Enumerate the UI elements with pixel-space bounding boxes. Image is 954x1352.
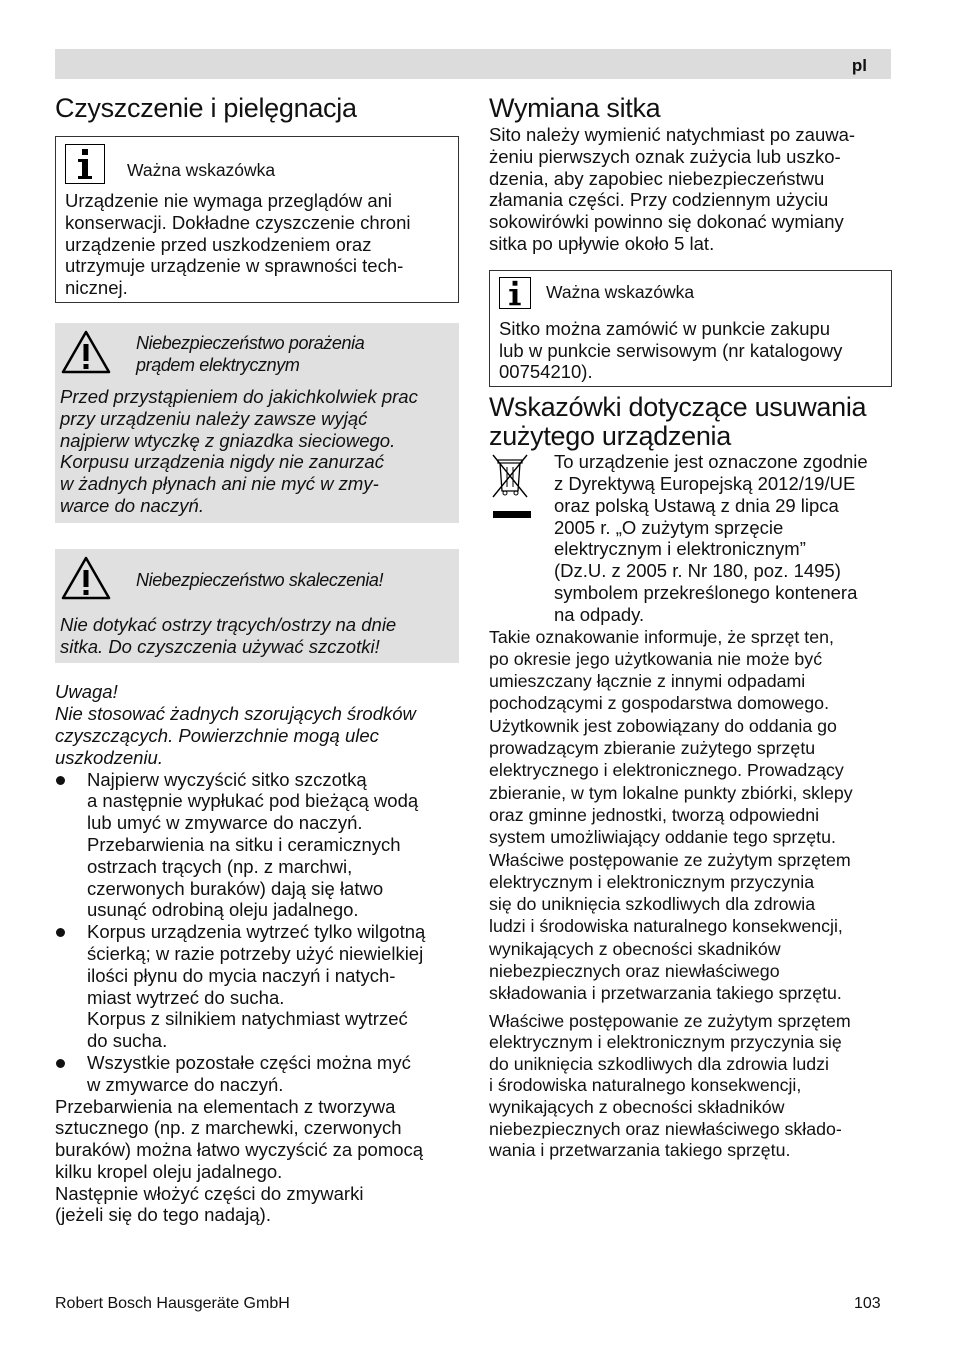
- paragraph-line: wania i przetwarzania takiego sprzętu.: [489, 1140, 791, 1161]
- paragraph-line: wynikających z obecności skadników: [489, 938, 781, 959]
- warning-text-line: warce do naczyń.: [60, 494, 204, 516]
- paragraph-line: sokowirówki powinno się dokonać wymiany: [489, 211, 844, 233]
- info-note: [55, 136, 459, 303]
- paragraph-line: sitka po upływie około 5 lat.: [489, 232, 715, 254]
- paragraph-line: do uniknięcia szkodliwych dla zdrowia ludzi: [489, 1053, 829, 1074]
- section-title-disposal: zużytego urządzenia: [489, 421, 731, 452]
- warning-triangle-icon: [60, 329, 112, 380]
- list-item-line: miast wytrzeć do sucha.: [87, 986, 285, 1008]
- note-text-line: 00754210).: [499, 361, 593, 383]
- note-text-line: konserwacji. Dokładne czyszczenie chroni: [65, 211, 411, 233]
- paragraph-line: (Dz.U. z 2005 r. Nr 180, poz. 1495): [554, 560, 841, 582]
- section-title-cleaning: Czyszczenie i pielęgnacja: [55, 93, 357, 123]
- paragraph-line: 2005 r. „O zużytym sprzęcie: [554, 516, 784, 538]
- footer-company: Robert Bosch Hausgeräte GmbH: [55, 1295, 290, 1312]
- paragraph-line: składowania i przetwarzania takiego sprzętu.: [489, 983, 842, 1004]
- warning-title: Niebezpieczeństwo porażenia: [136, 333, 365, 354]
- cleaning-steps-list: [55, 769, 459, 1096]
- paragraph-line: umieszczany łącznie z innymi odpadami: [489, 671, 806, 692]
- list-item-line: do sucha.: [87, 1030, 168, 1052]
- strainer-paragraph: [489, 124, 893, 255]
- list-item-line: lub umyć w zmywarce do naczyń.: [87, 812, 363, 834]
- list-item-line: Korpus z silnikiem natychmiast wytrzeć: [87, 1008, 408, 1030]
- paragraph-line: na odpady.: [554, 603, 645, 625]
- disposal-paragraph: [489, 626, 893, 1005]
- paragraph-line: po okresie jego użytkowania nie może być: [489, 648, 823, 669]
- paragraph-line: buraków) można łatwo wyczyścić za pomocą: [55, 1139, 424, 1161]
- disposal-paragraph-2: [489, 1011, 893, 1162]
- paragraph-line: ludzi i środowiska naturalnego konsekwencji,: [489, 916, 843, 937]
- list-item-line: Najpierw wyczyścić sitko szczotką: [87, 768, 367, 790]
- warning-text-line: w żadnych płynach ani nie myć w zmy-: [60, 473, 379, 495]
- warning-electric-shock: [55, 323, 459, 523]
- warning-text-line: Przed przystąpieniem do jakichkolwiek prac: [60, 385, 418, 407]
- list-item-line: czerwonych buraków) dają się łatwo: [87, 877, 384, 899]
- paragraph-line: Takie oznakowanie informuje, że sprzęt ten,: [489, 626, 834, 647]
- warning-cut: [55, 549, 459, 664]
- warning-text-line: przy urządzeniu należy zawsze wyjąć: [60, 407, 368, 429]
- warning-title: prądem elektrycznym: [136, 355, 300, 376]
- bullet-dot-icon: [56, 776, 65, 785]
- list-item-line: Przebarwienia na sitku i ceramicznych: [87, 833, 401, 855]
- language-code: pl: [851, 56, 867, 75]
- note-title: Ważna wskazówka: [127, 159, 276, 180]
- paragraph-line: niebezpiecznych oraz niewłaściwego składo-: [489, 1118, 842, 1139]
- paragraph-line: z Dyrektywą Europejską 2012/19/UE: [554, 472, 856, 494]
- paragraph-line: wynikających z obecności składników: [489, 1096, 785, 1117]
- info-note: [489, 270, 892, 387]
- paragraph-line: prowadzącym zbieranie zużytego sprzętu: [489, 738, 816, 759]
- list-item: [55, 921, 459, 1052]
- warning-text-line: Nie dotykać ostrzy trących/ostrzy na dnie: [60, 613, 397, 635]
- paragraph-line: zbieranie, w tym lokalne punkty zbiórki, sklepy: [489, 782, 853, 803]
- note-text-line: Urządzenie nie wymaga przeglądów ani: [65, 190, 393, 211]
- paragraph-line: elektrycznego i elektronicznego. Prowadzący: [489, 760, 844, 781]
- paragraph-line: Przebarwienia na elementach z tworzywa: [55, 1095, 396, 1117]
- list-item: [55, 769, 459, 922]
- bullet-dot-icon: [56, 928, 65, 937]
- paragraph-line: niebezpiecznych oraz niewłaściwego: [489, 961, 780, 981]
- caution-label: Uwaga!: [55, 681, 118, 703]
- note-text-line: urządzenie przed uszkodzeniem oraz: [65, 233, 372, 255]
- paragraph-line: elektrycznym i elektronicznym”: [554, 538, 806, 560]
- paragraph-line: Właściwe postępowanie ze zużytym sprzętem: [489, 849, 851, 870]
- paragraph-line: oraz polską Ustawą z dnia 29 lipca: [554, 494, 839, 516]
- note-text-line: Sitko można zamówić w punkcie zakupu: [499, 317, 831, 339]
- paragraph-line: oraz gminne jednostki, tworzą odpowiedni: [489, 804, 820, 825]
- caution-text-line: czyszczących. Powierzchnie mogą ulec: [55, 724, 379, 746]
- caution-text-line: Nie stosować żadnych szorujących środków: [55, 703, 416, 725]
- paragraph-line: Następnie włożyć części do zmywarki: [55, 1182, 364, 1204]
- warning-text-line: sitka. Do czyszczenia używać szczotki!: [60, 635, 380, 657]
- list-item-line: a następnie wypłukać pod bieżącą wodą: [87, 790, 419, 812]
- info-icon: [499, 277, 531, 309]
- paragraph-line: elektrycznym i elektronicznym przyczynia: [489, 871, 815, 892]
- paragraph-line: i środowiska naturalnego konsekwencji,: [489, 1075, 802, 1096]
- paragraph-line: elektrycznym i elektronicznym przyczynia się: [489, 1032, 842, 1053]
- paragraph-line: żeniu pierwszych oznak zużycia lub uszko-: [489, 145, 841, 167]
- paragraph-line: się do uniknięcia szkodliwych dla zdrowia: [489, 894, 816, 915]
- paragraph-line: symbolem przekreślonego kontenera: [554, 581, 858, 603]
- list-item-line: ścierką; w razie potrzeby użyć niewielkiej: [87, 942, 424, 964]
- header-bar: [55, 49, 891, 79]
- paragraph-line: sztucznego (np. z marchewki, czerwonych: [55, 1117, 402, 1139]
- closing-paragraph: [55, 1096, 459, 1227]
- warning-text-line: najpierw wtyczkę z gniazdka sieciowego.: [60, 429, 396, 451]
- list-item-line: Wszystkie pozostałe części można myć: [87, 1051, 411, 1073]
- warning-triangle-icon: [60, 555, 112, 606]
- weee-text: [554, 451, 868, 625]
- paragraph-line: Właściwe postępowanie ze zużytym sprzętem: [489, 1010, 851, 1031]
- list-item-line: Korpus urządzenia wytrzeć tylko wilgotną: [87, 921, 426, 943]
- paragraph-line: system umożliwiający oddanie tego sprzętu.: [489, 827, 836, 848]
- note-title: Ważna wskazówka: [546, 282, 695, 303]
- paragraph-line: Sito należy wymienić natychmiast po zauwa-: [489, 124, 856, 145]
- weee-block: [489, 451, 893, 625]
- note-text-line: nicznej.: [65, 277, 128, 299]
- paragraph-line: pochodzącymi z gospodarstwa domowego.: [489, 693, 830, 714]
- section-title-strainer: Wymiana sitka: [489, 93, 661, 123]
- info-icon: [65, 144, 105, 184]
- page-number: 103: [854, 1295, 881, 1312]
- warning-text-line: Korpusu urządzenia nigdy nie zanurzać: [60, 451, 384, 473]
- left-column: [55, 88, 459, 1226]
- paragraph-line: złamania części. Przy codziennym użyciu: [489, 189, 829, 211]
- list-item-line: w zmywarce do naczyń.: [87, 1073, 284, 1095]
- note-text-line: lub w punkcie serwisowym (nr katalogowy: [499, 339, 843, 361]
- note-text-line: utrzymuje urządzenie w sprawności tech-: [65, 255, 404, 277]
- paragraph-line: To urządzenie jest oznaczone zgodnie: [554, 451, 868, 473]
- warning-title: Niebezpieczeństwo skaleczenia!: [136, 570, 384, 591]
- caution-block: [55, 681, 459, 768]
- paragraph-line: Użytkownik jest zobowiązany do oddania go: [489, 715, 837, 736]
- paragraph-line: kilku kropel oleju jadalnego.: [55, 1160, 283, 1182]
- crossed-bin-icon: [489, 451, 554, 625]
- list-item: [55, 1052, 459, 1096]
- caution-text-line: uszkodzeniu.: [55, 746, 163, 768]
- list-item-line: usunąć odrobiną oleju jadalnego.: [87, 899, 359, 921]
- list-item-line: ilości płynu do mycia naczyń i natych-: [87, 964, 396, 986]
- list-item-line: ostrzach trących (np. z marchwi,: [87, 855, 353, 877]
- paragraph-line: (jeżeli się do tego nadają).: [55, 1204, 271, 1226]
- section-title-disposal: Wskazówki dotyczące usuwania: [489, 392, 867, 423]
- right-column: [489, 88, 893, 1162]
- paragraph-line: dzenia, aby zapobiec niebezpieczeństwu: [489, 167, 825, 189]
- bullet-dot-icon: [56, 1059, 65, 1068]
